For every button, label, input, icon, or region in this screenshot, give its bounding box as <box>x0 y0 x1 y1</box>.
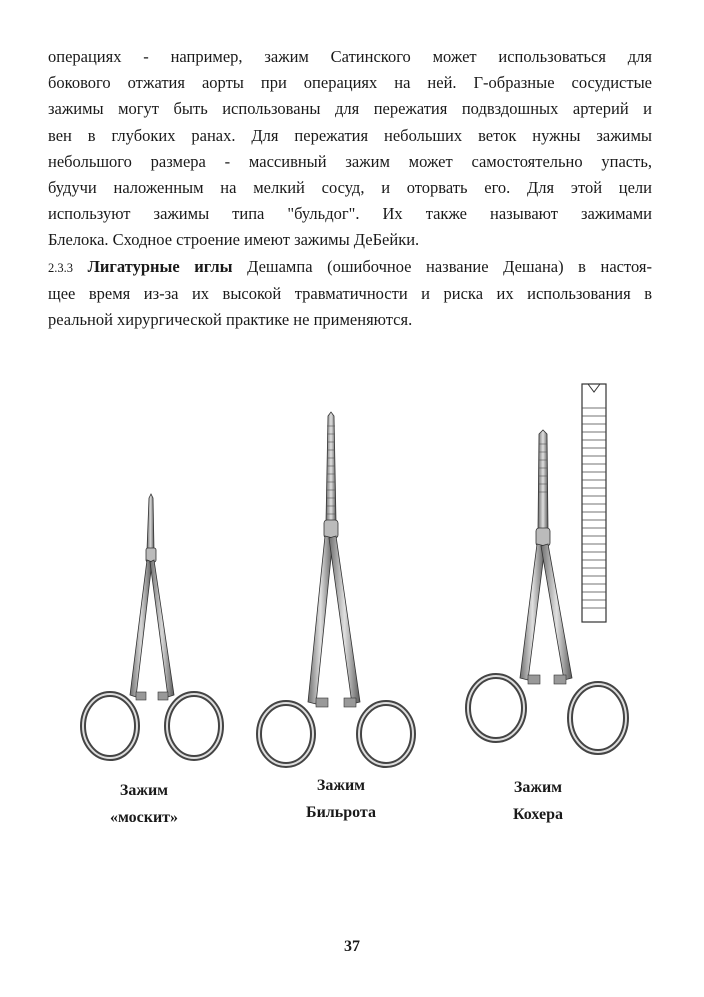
caption-line: Кохера <box>512 806 563 823</box>
body-text <box>48 44 652 333</box>
caption-line: Зажим <box>316 777 366 794</box>
caption-line: Зажим <box>119 782 169 799</box>
text-line: небольшого размера - массивный зажим может самостоятельно упасть, <box>48 151 652 171</box>
billroth-clamp-illustration <box>256 410 436 770</box>
section-text: Дешампа (ошибочное название Дешана) в настоя- <box>232 256 652 276</box>
caption-line: Бильрота <box>306 804 376 821</box>
text-line: щее время из-за их высокой травматичности и риска их использования в <box>48 283 652 303</box>
kocher-caption <box>438 774 638 828</box>
section-title: Лигатурные иглы <box>87 256 233 276</box>
text-line: зажимы могут быть использованы для пережатия подвздошных артерий и <box>48 99 652 119</box>
text-line: используют зажимы типа "бульдог". Их также называют зажимами <box>48 204 652 224</box>
text-line: реальной хирургической практике не применяются. <box>48 310 413 330</box>
text-line: вен в глубоких ранах. Для пережатия небольших веток нужны зажимы <box>48 125 652 145</box>
mosquito-caption <box>44 777 244 831</box>
section-heading-line <box>48 254 652 281</box>
caption-line: «москит» <box>109 809 179 826</box>
caption-line: Зажим <box>513 779 563 796</box>
kocher-clamp-illustration <box>462 378 642 768</box>
mosquito-clamp-illustration <box>74 490 244 770</box>
text-line: бокового отжатия аорты при операциях на ней. Г-образные сосудистые <box>48 73 652 93</box>
page-number: 37 <box>344 938 360 955</box>
section-number: 2.3.3 <box>48 260 73 275</box>
billroth-caption <box>241 772 441 826</box>
text-line: Блелока. Сходное строение имеют зажимы ДеБейки. <box>48 230 420 250</box>
jaw-detail-inset <box>582 384 606 622</box>
text-line: будучи наложенным на мелкий сосуд, и оторвать его. Для этой цели <box>48 178 652 198</box>
text-line: операциях - например, зажим Сатинского может использоваться для <box>48 47 652 66</box>
